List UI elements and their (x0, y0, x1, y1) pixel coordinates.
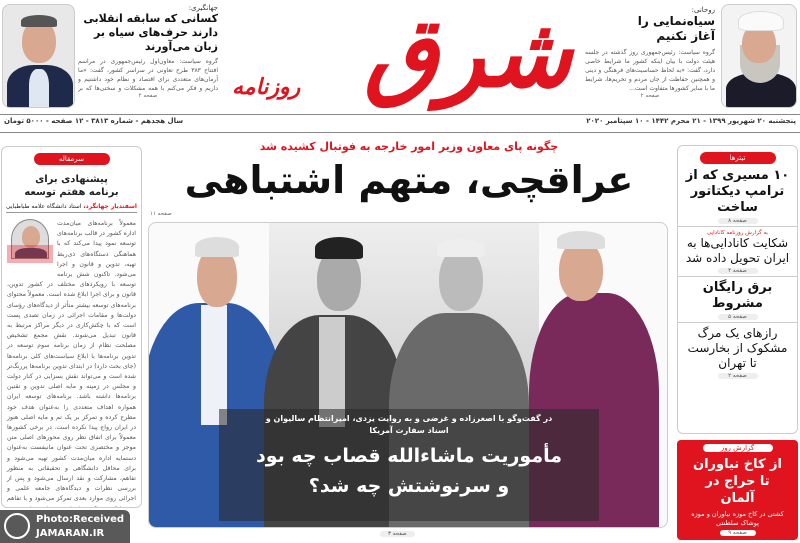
sidebar-item[interactable] (678, 227, 797, 277)
jahangiri-photo (2, 4, 75, 108)
author-photo-wrap (7, 219, 53, 269)
editorial-title: پیشنهادی برای برنامه هفتم توسعه (24, 174, 119, 198)
page-ref: صفحه ۸ (718, 218, 758, 224)
author-name: اسفندیار جهانگرد، (83, 203, 137, 210)
sidebar-item-title: برق رایگان مشروط (702, 280, 773, 311)
photo-kicker: در گفت‌وگو با اصغرزاده و غرضی و به روایت یزدی، امیرانتظام ساليوان و اسناد سفارت آمریکا (265, 414, 553, 435)
page-ref: صفحه ۲ (640, 93, 660, 99)
photo-watermark (0, 510, 130, 543)
headlines-sidebar (677, 145, 798, 434)
author-photo-band (7, 245, 53, 263)
page-ref: صفحه ۲ (138, 93, 158, 99)
headline-page-ref: صفحه ۱۱ (150, 211, 172, 217)
sidebar-item[interactable] (678, 323, 797, 379)
report-box[interactable] (677, 440, 798, 540)
sidebar-item[interactable] (678, 277, 797, 323)
sidebar-item-kicker: به گزارش روزنامه کانادایی (707, 230, 768, 236)
editorial-byline (6, 203, 137, 213)
story-kicker: جهانگیری: (188, 4, 218, 12)
sidebar-item-title: ۱۰ مسیری که از ترامپ دیکتاتور ساخت (685, 168, 790, 215)
story-title: کسانی که سابقه انقلابی دارند حرف‌های سیاه بر زبان می‌آورند (83, 12, 218, 53)
page-ref: صفحه ۲ (718, 373, 758, 379)
story-body: گروه سیاست: رئیس‌جمهوری روز گذشته در جلسه هیئت دولت با بیان اینکه کشور ما شرایط خاصی دارد، گفت: «به لحاظ حساسیت‌های فرهنگی و دینی و همچنین حفاظت از جان مردم و تحریم‌ها، شرایط ما با سایر کشورها متفاوت است... (585, 49, 715, 92)
photo-title-line2: و سرنوشتش چه شد؟ (308, 475, 510, 497)
main-photo[interactable] (148, 222, 668, 528)
issue-line: سال هجدهم - شماره ۳۸۱۳ - ۱۲ صفحه - ۵۰۰۰ تومان (4, 117, 184, 125)
date-line: پنجشنبه ۲۰ شهریور ۱۳۹۹ - ۲۱ محرم ۱۴۴۲ - ۱۰ سپتامبر ۲۰۲۰ (586, 117, 796, 125)
report-title: از کاخ نیاوران تا حراج در آلمان (693, 457, 782, 506)
photo-title-line1: مأموریت ماشاءالله قصاب چه بود (256, 445, 562, 467)
main-headline[interactable]: عراقچی، متهم اشتباهی (184, 158, 634, 202)
watermark-line2: JAMARAN.IR (36, 528, 105, 539)
top-right-story[interactable] (585, 6, 715, 99)
page-ref: صفحه ۹ (720, 530, 756, 536)
jamaran-logo-icon (4, 513, 30, 539)
sidebar-item-title: شکایت کانادایی‌ها به ایران تحویل داده شد (685, 236, 790, 265)
sidebar-label: تیترها (700, 152, 776, 164)
editorial-label: سرمقاله (34, 153, 110, 165)
editorial-column[interactable] (1, 146, 142, 508)
editorial-body: معمولاً برنامه‌های میان‌مدت اداره کشور در قالب برنامه‌های توسعه نمود پیدا می‌کند که با هماهنگی دستگاه‌های ذی‌ربط تهیه، تدوین و قانون و اجرا می‌شود. تاکنون شش برنامه توسعه با رویکردهای مختلف در کشور تدوین، قانون و برای اجرا ابلاغ شده است. معمولاً محتوای برنامه‌های توسعه بیشتر متأثر از دیدگاه‌های رؤسای دولت‌ها و مقامات اجرائی در زمان تصدی پست است که با چکش‌کاری در دیگر مراکز مرتبط به قانون تبدیل می‌شوند. نقش مجمع تشخیص مصلحت نظام از زمان برنامه سوم توسعه در تدوین برنامه‌ها با ابلاغ سیاست‌های کلی برنامه‌ها (جای بحث دارد) در ابتدای تدوین برنامه‌ها پررنگ‌تر شده است و می‌تواند نقش بسزایی در کنار دولت و مجلس در زمینه و مایه اصلی تدوین و تقنین برنامه‌ها داشته باشد. برنامه‌های توسعه ایران همواره اهداف متعددی را به‌عنوان هدف خود مطرح کرده و تمرکز بر یک تم و مایه اصلی هنوز در ایران رواج پیدا نکرده است. در برخی کشورها معمولاً برای اتفاق نظر روی محورهای اصلی متن موجز و مختصری تحت عنوان مانیفست به‌عنوان دستمایه اداره میان‌مدت کشور تهیه می‌شود و برای محافل دانشگاهی و تحقیقاتی به منظور تفاهم، مشارکت و نقد ارسال می‌شود و پس از بررسی نظرات و دیدگاه‌های جامعه علمی و اجرائی روی موارد بعدی تمرکز می‌شود و با تفاهم (7, 220, 136, 503)
logo-text: شرق (364, 0, 572, 109)
watermark-line1: Photo:Received (36, 514, 125, 525)
story-kicker: روحانی: (691, 6, 715, 14)
story-body: گروه سیاست: معاون‌اول رئیس‌جمهوری در مراسم افتتاح ۳۸۳ طرح تعاونی در سراسر کشور، گفت: «ما آرمان‌های متعددی برای اقتصاد و نظام خود داشتیم و داریم و فکر می‌کنم با همه مشکلات و سختی‌ها که بر (78, 58, 218, 92)
rouhani-photo (721, 4, 797, 108)
top-left-story[interactable] (78, 4, 218, 99)
masthead-logo[interactable] (222, 0, 582, 112)
page-ref: صفحه ۵ (718, 314, 758, 320)
sidebar-item[interactable] (678, 164, 797, 227)
author-role: استاد دانشگاه علامه طباطبایی (6, 203, 84, 210)
logo-subtitle: روزنامه (232, 75, 301, 100)
main-subhead: چگونه پای معاون وزیر امور خارجه به فوتبال کشیده شد (259, 140, 559, 153)
story-title: سیاه‌نمایی را آغاز نکنیم (637, 14, 715, 43)
sidebar-item-title: رازهای یک مرگ مشکوک از بخارست تا تهران (687, 326, 788, 370)
report-label: گزارش روز (703, 444, 773, 452)
photo-page-ref: صفحه ۳ (380, 531, 415, 537)
page-ref: صفحه ۴ (718, 268, 758, 274)
report-subtitle: کشتی در کاخ موزه نیاوران و موزه پوشاک سلطنتی (691, 510, 784, 527)
